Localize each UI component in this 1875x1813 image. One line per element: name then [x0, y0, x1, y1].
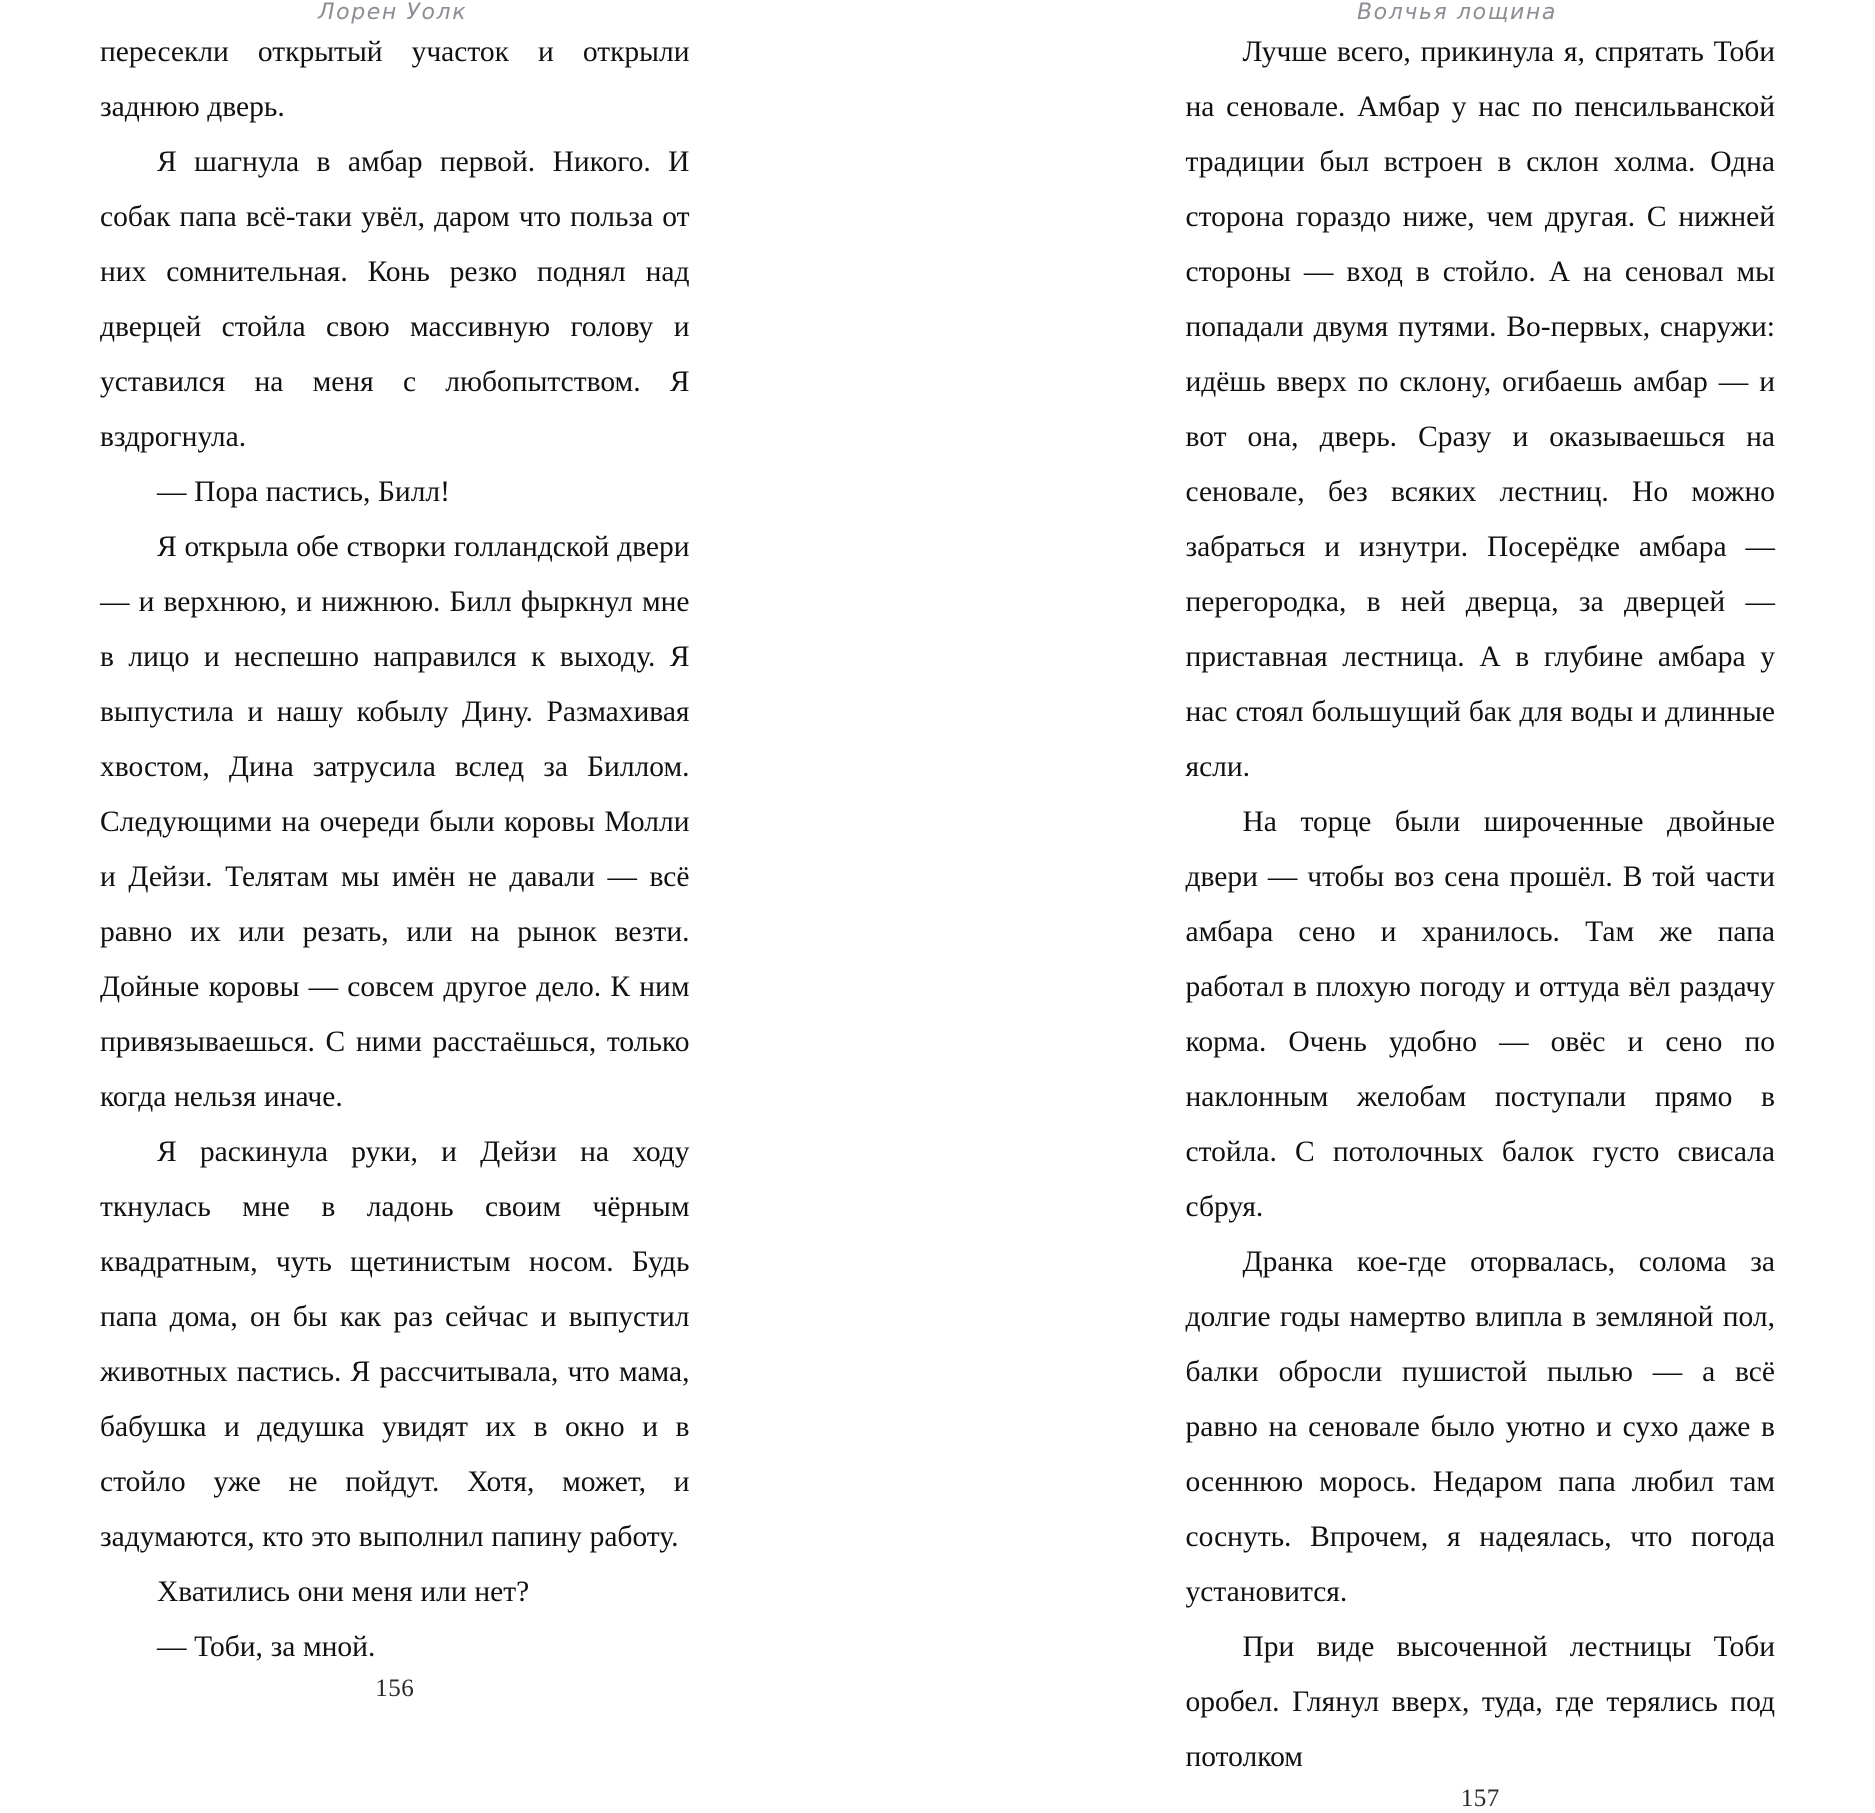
paragraph: На торце были широченные двойные двери — чтобы воз сена прошёл. В той части амбара сено и хранилось. Там же папа работал в плохую погоду и оттуда вёл раздачу корма. Очень удобно — овёс и сено по наклонным желобам поступали прямо в стойла. С потолочных балок густо свисала сбруя.: [1186, 795, 1776, 1235]
paragraph: пересекли открытый участок и открыли заднюю дверь.: [100, 25, 690, 135]
paragraph: Дранка кое-где оторвалась, солома за долгие годы намертво влипла в земляной пол, балки обросли пушистой пылью — а всё равно на сеновале было уютно и сухо даже в осеннюю морось. Недаром папа любил там соснуть. Впрочем, я надеялась, что погода установится.: [1186, 1235, 1776, 1620]
page-right: [938, 0, 1875, 1500]
page-number-left: 156: [0, 1675, 938, 1703]
running-head-author: Лорен Уолк: [0, 0, 938, 25]
paragraph: Я шагнула в амбар первой. Никого. И собак папа всё-таки увёл, даром что польза от них сомнительная. Конь резко поднял над дверцей стойла свою массивную голову и уставился на меня с любопытством. Я вздрогнула.: [100, 135, 690, 465]
text-column-left: [0, 25, 938, 1675]
paragraph: Я открыла обе створки голландской двери — и верхнюю, и нижнюю. Билл фыркнул мне в лицо и неспешно направился к выходу. Я выпустила и нашу кобылу Дину. Размахивая хвостом, Дина затрусила вслед за Биллом. Следующими на очереди были коровы Молли и Дейзи. Телятам мы имён не давали — всё равно их или резать, или на рынок везти. Дойные коровы — совсем другое дело. К ним привязываешься. С ними расстаёшься, только когда нельзя иначе.: [100, 520, 690, 1125]
paragraph: При виде высоченной лестницы Тоби оробел. Глянул вверх, туда, где терялись под потолком: [1186, 1620, 1776, 1785]
page-number-right: 157: [938, 1785, 1875, 1813]
paragraph-dialogue: — Пора пастись, Билл!: [100, 465, 690, 520]
running-head-title: Волчья лощина: [938, 0, 1875, 25]
page-left: [0, 0, 938, 1500]
paragraph: Хватились они меня или нет?: [100, 1565, 690, 1620]
paragraph: Я раскинула руки, и Дейзи на ходу ткнулась мне в ладонь своим чёрным квадратным, чуть щетинистым носом. Будь папа дома, он бы как раз сейчас и выпустил животных пастись. Я рассчитывала, что мама, бабушка и дедушка увидят их в окно и в стойло уже не пойдут. Хотя, может, и задумаются, кто это выполнил папину работу.: [100, 1125, 690, 1565]
paragraph: Лучше всего, прикинула я, спрятать Тоби на сеновале. Амбар у нас по пенсильванской традиции был встроен в склон холма. Одна сторона гораздо ниже, чем другая. С нижней стороны — вход в стойло. А на сеновал мы попадали двумя путями. Во-первых, снаружи: идёшь вверх по склону, огибаешь амбар — и вот она, дверь. Сразу и оказываешься на сеновале, без всяких лестниц. Но можно забраться и изнутри. Посерёдке амбара — перегородка, в ней дверца, за дверцей — приставная лестница. А в глубине амбара у нас стоял большущий бак для воды и длинные ясли.: [1186, 25, 1776, 795]
text-column-right: [938, 25, 1875, 1785]
paragraph-dialogue: — Тоби, за мной.: [100, 1620, 690, 1675]
